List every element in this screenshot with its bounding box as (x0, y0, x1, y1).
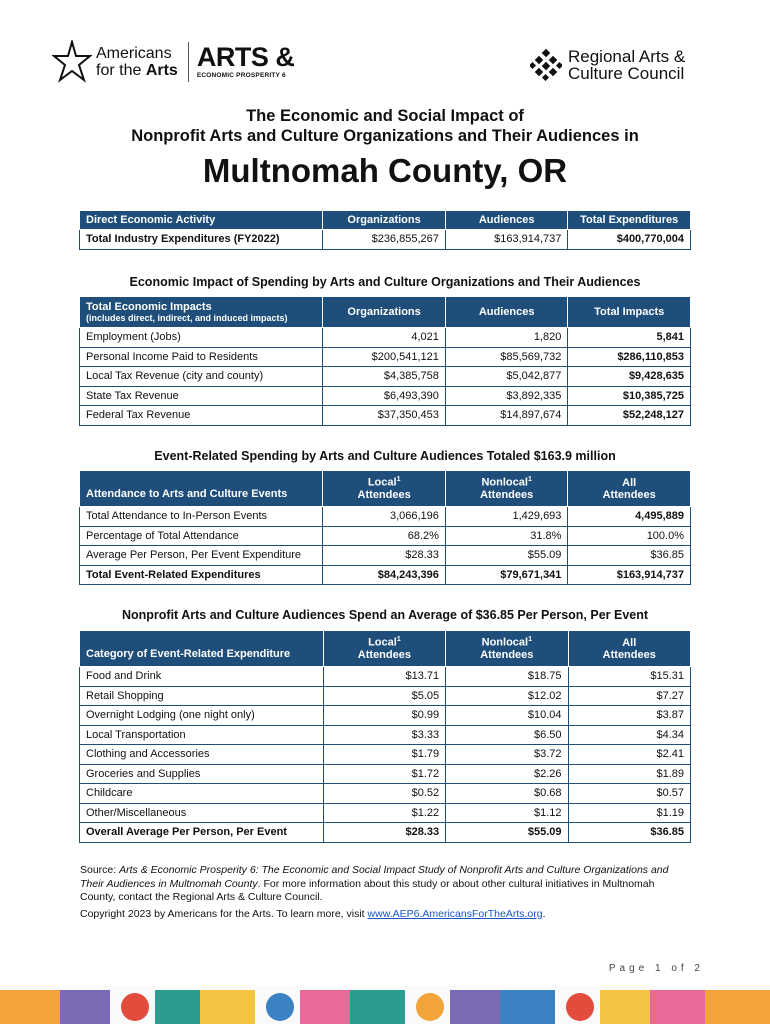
racc-name-line2: Culture Council (568, 64, 685, 83)
spending-category-table (79, 630, 691, 843)
aep6-link[interactable]: www.AEP6.AmericansForTheArts.org (367, 908, 543, 920)
source-note: Source: Arts & Economic Prosperity 6: The Economic and Social Impact Study of Nonprofit Arts and Culture Organizations and Their Audiences in Multnomah County. For more information about this study or about other cultural initiatives in Multnomah County, contact the Regional Arts & Culture Council. (80, 864, 669, 903)
section-title: Nonprofit Arts and Culture Audiences Spend an Average of $36.85 Per Person, Per Event (121, 608, 649, 622)
total-row: Overall Average Per Person, Per Event $28.33 $55.09 $36.85 (80, 823, 691, 843)
table-row: Personal Income Paid to Residents $200,541,121 $85,569,732 $286,110,853 (80, 347, 691, 367)
table-row: Local Transportation $3.33 $6.50 $4.34 (80, 725, 691, 745)
table-row: Groceries and Supplies $1.72 $2.26 $1.89 (80, 764, 691, 784)
table-row: Food and Drink $13.71 $18.75 $15.31 (80, 667, 691, 687)
attendance-table (79, 470, 691, 585)
page-number: Page 1 of 2 (608, 963, 704, 974)
table-header: Organizations (323, 211, 446, 230)
table-header: Organizations (323, 297, 446, 328)
county-title: Multnomah County, OR (202, 152, 568, 189)
decorative-footer-strip (0, 986, 770, 1024)
table-header: All Attendees (568, 471, 691, 507)
star-figure-icon (52, 40, 92, 84)
table-row: Average Per Person, Per Event Expenditure $28.33 $55.09 $36.85 (80, 546, 691, 566)
table-row: Overnight Lodging (one night only) $0.99 $10.04 $3.87 (80, 706, 691, 726)
total-row: Total Event-Related Expenditures $84,243,396 $79,671,341 $163,914,737 (80, 565, 691, 585)
racc-mark-icon (530, 49, 562, 81)
racc-logo (530, 48, 685, 82)
table-row: Clothing and Accessories $1.79 $3.72 $2.41 (80, 745, 691, 765)
table-row: Total Industry Expenditures (FY2022) $236,855,267 $163,914,737 $400,770,004 (80, 230, 691, 250)
table-row: Other/Miscellaneous $1.22 $1.12 $1.19 (80, 803, 691, 823)
table-row: Federal Tax Revenue $37,350,453 $14,897,674 $52,248,127 (80, 406, 691, 426)
table-row: Total Attendance to In-Person Events 3,066,196 1,429,693 4,495,889 (80, 507, 691, 527)
table-row: Childcare $0.52 $0.68 $0.57 (80, 784, 691, 804)
logo-divider (188, 42, 189, 82)
section-title: Event-Related Spending by Arts and Culture Audiences Totaled $163.9 million (154, 449, 616, 463)
table-row: Local Tax Revenue (city and county) $4,385,758 $5,042,877 $9,428,635 (80, 367, 691, 387)
table-header: All Attendees (568, 631, 690, 667)
afta-logo (52, 40, 294, 84)
table-header: Total Economic Impacts (includes direct, indirect, and induced impacts) (80, 297, 323, 328)
table-header: Total Impacts (568, 297, 691, 328)
table-header: Audiences (445, 297, 568, 328)
afta-wordmark: Americans for the Arts (96, 45, 178, 79)
table-header: Local$^1$ Attendees (323, 631, 445, 667)
copyright-note: Copyright 2023 by Americans for the Arts. To learn more, visit www.AEP6.AmericansForTheArts.org. (80, 908, 546, 920)
table-header: Audiences (445, 211, 568, 230)
table-row: Retail Shopping $5.05 $12.02 $7.27 (80, 686, 691, 706)
table-row: Percentage of Total Attendance 68.2% 31.8% 100.0% (80, 526, 691, 546)
aep6-logo: ARTS & ECONOMIC PROSPERITY 6 (196, 42, 295, 80)
table-header: Attendance to Arts and Culture Events (80, 471, 323, 507)
table-header: Direct Economic Activity (80, 211, 323, 230)
table-header: Total Expenditures (568, 211, 691, 230)
racc-name-line1: Regional Arts & (568, 47, 686, 66)
table-header: Nonlocal$^1$ Attendees (446, 631, 568, 667)
table-header: Nonlocal$^1$ Attendees (445, 471, 568, 507)
direct-activity-table (79, 210, 691, 250)
table-row: Employment (Jobs) 4,021 1,820 5,841 (80, 328, 691, 348)
table-header: Local$^1$ Attendees (323, 471, 446, 507)
report-title: The Economic and Social Impact of Nonprofit Arts and Culture Organizations and Their Audiences in (131, 107, 639, 145)
section-title: Economic Impact of Spending by Arts and Culture Organizations and Their Audiences (129, 275, 641, 289)
economic-impact-table (79, 296, 691, 426)
table-header: Category of Event-Related Expenditure (80, 631, 324, 667)
table-row: State Tax Revenue $6,493,390 $3,892,335 $10,385,725 (80, 386, 691, 406)
